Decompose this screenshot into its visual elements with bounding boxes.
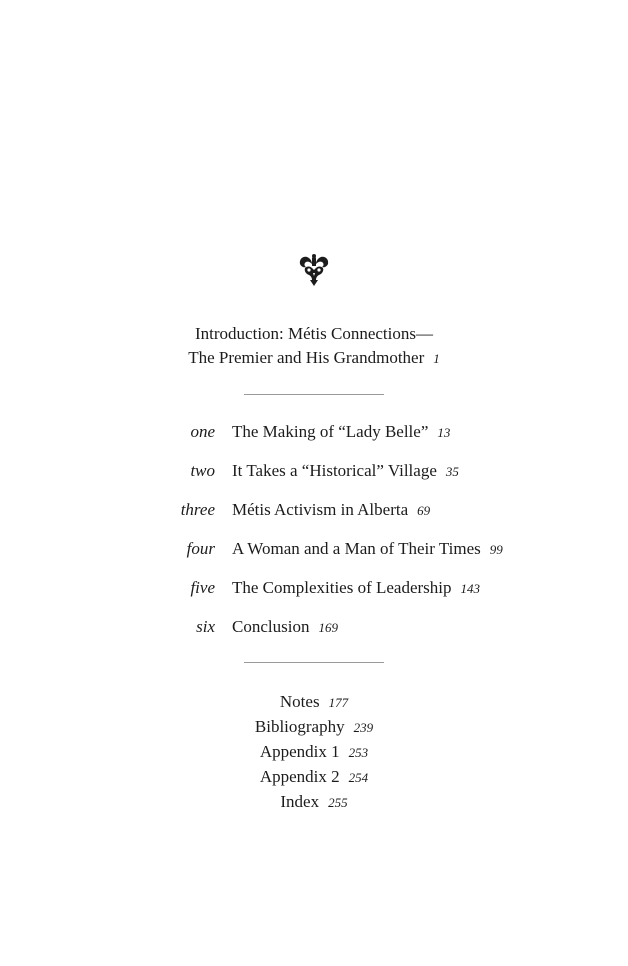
chapter-title: It Takes a “Historical” Village [232, 461, 437, 480]
chapter-page-number: 99 [489, 542, 503, 557]
backmatter-title: Index [280, 792, 320, 811]
toc-backmatter-appendix-1[interactable] [0, 739, 628, 765]
chapter-number: three [180, 500, 215, 519]
chapter-title: The Complexities of Leadership [232, 578, 452, 597]
chapter-title: The Making of “Lady Belle” [232, 422, 429, 441]
introduction-title-text: Introduction: Métis Connections— [195, 324, 433, 343]
divider-top [244, 394, 384, 395]
introduction-subtitle-text: The Premier and His Grandmother [188, 348, 425, 367]
chapter-number: one [190, 422, 215, 441]
backmatter-title: Bibliography [254, 717, 345, 736]
toc-backmatter-bibliography[interactable] [0, 714, 628, 740]
divider-bottom [244, 662, 384, 663]
toc-backmatter-index[interactable] [0, 789, 628, 815]
chapter-number: two [190, 461, 215, 480]
toc-chapter-three[interactable] [0, 497, 628, 523]
chapter-title: A Woman and a Man of Their Times [232, 539, 481, 558]
toc-chapter-six[interactable] [0, 614, 628, 640]
chapter-page-number: 169 [318, 620, 338, 635]
backmatter-page-number: 255 [328, 795, 348, 810]
chapter-page-number: 13 [437, 425, 451, 440]
backmatter-title: Appendix 1 [259, 742, 340, 761]
introduction-title-line1[interactable] [0, 321, 628, 347]
toc-chapter-four[interactable] [0, 536, 628, 562]
backmatter-title: Notes [279, 692, 320, 711]
chapter-page-number: 69 [417, 503, 431, 518]
backmatter-page-number: 253 [348, 745, 369, 760]
chapter-number: six [196, 617, 215, 636]
toc-backmatter-appendix-2[interactable] [0, 764, 628, 790]
backmatter-page-number: 239 [353, 720, 374, 735]
fleuron-ornament-icon [297, 253, 331, 287]
chapter-title: Conclusion [232, 617, 310, 636]
chapter-title: Métis Activism in Alberta [232, 500, 409, 519]
toc-chapter-one[interactable] [0, 419, 628, 445]
chapter-page-number: 35 [445, 464, 459, 479]
toc-chapter-five[interactable] [0, 575, 628, 601]
introduction-title-line2[interactable] [0, 345, 628, 372]
toc-backmatter-notes[interactable] [0, 689, 628, 715]
backmatter-page-number: 254 [348, 770, 369, 785]
chapter-page-number: 143 [460, 581, 481, 596]
backmatter-page-number: 177 [328, 695, 349, 710]
chapter-number: four [186, 539, 215, 558]
backmatter-title: Appendix 2 [259, 767, 340, 786]
toc-chapter-two[interactable] [0, 458, 628, 484]
introduction-page-number: 1 [433, 351, 440, 366]
chapter-number: five [190, 578, 215, 597]
